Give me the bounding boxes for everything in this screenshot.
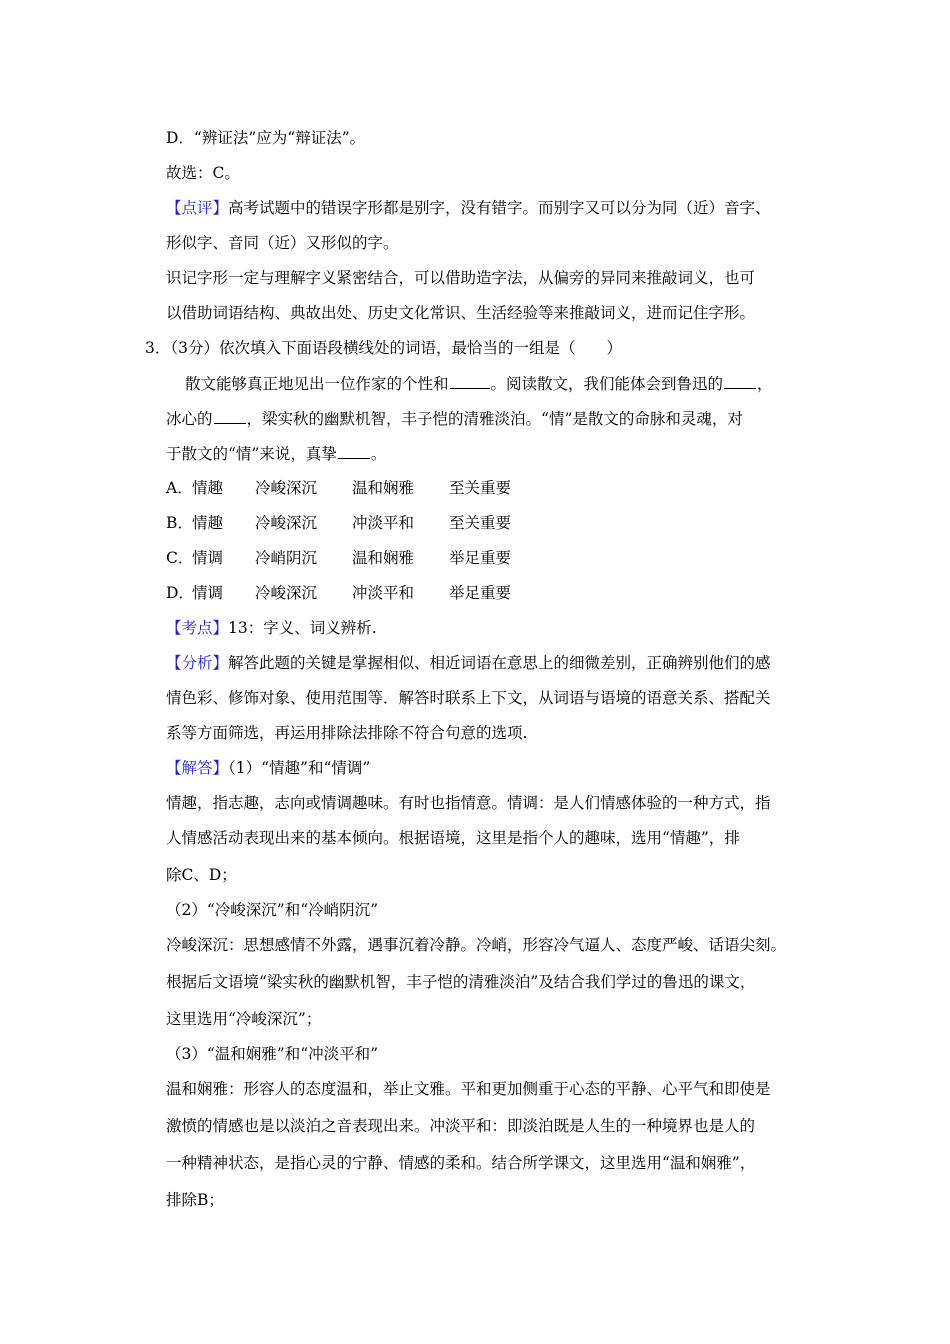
fenxi-tag: 【分析】	[166, 654, 229, 672]
option-word: 至关重要	[449, 514, 512, 532]
option-word: 情趣	[192, 479, 224, 497]
passage-line-3	[166, 442, 386, 464]
option-word: 举足重要	[449, 584, 512, 602]
fenxi-line-3: 系等方面筛选，再运用排除法排除不符合句意的选项.	[166, 724, 528, 742]
jieda-p2-line-2: 根据后文语境“梁实秋的幽默机智，丰子恺的清雅淡泊”及结合我们学过的鲁迅的课文，	[166, 973, 756, 991]
blank-1	[450, 372, 490, 389]
jieda-head-1	[166, 757, 370, 779]
option-key: B．	[166, 514, 193, 532]
passage-line-1	[185, 372, 773, 394]
option-word: 情趣	[192, 514, 224, 532]
option-word: 冷峻深沉	[255, 584, 318, 602]
jieda-head-text: （1）“情趣”和“情调”	[228, 759, 371, 777]
jieda-p3-line-1: 温和娴雅：形容人的态度温和，举止文雅。平和更加侧重于心态的平静、心平气和即使是	[166, 1080, 771, 1098]
question-stem-text: （3分）依次填入下面语段横线处的词语，最恰当的一组是（ ）	[170, 339, 622, 357]
blank-4	[338, 442, 370, 459]
option-d	[166, 582, 511, 604]
option-word: 情调	[192, 549, 224, 567]
option-word: 冲淡平和	[352, 584, 415, 602]
option-word: 温和娴雅	[352, 549, 415, 567]
prev-answer: 故选：C。	[166, 164, 240, 182]
passage-text: ，	[757, 375, 773, 393]
option-a	[166, 477, 511, 499]
option-word: 举足重要	[449, 549, 512, 567]
passage-text: 冰心的	[166, 410, 213, 428]
option-key: C．	[166, 549, 194, 567]
passage-text: ，梁实秋的幽默机智，丰子恺的清雅淡泊。“情”是散文的命脉和灵魂，对	[246, 410, 743, 428]
option-word: 冷峻深沉	[255, 479, 318, 497]
jieda-p1-line-2: 人情感活动表现出来的基本倾向。根据语境，这里是指个人的趣味，选用“情趣”，排	[166, 829, 740, 847]
option-word: 冲淡平和	[352, 514, 415, 532]
jieda-p1-line-3: 除C、D；	[166, 866, 237, 884]
prev-option-d: D．“辨证法”应为“辩证法”。	[166, 129, 366, 147]
comment-tag: 【点评】	[166, 199, 229, 217]
jieda-p3-line-3: 一种精神状态，是指心灵的宁静、情感的柔和。结合所学课文，这里选用“温和娴雅”，	[166, 1154, 756, 1172]
prev-comment-line-2: 形似字、音同（近）又形似的字。	[166, 234, 399, 252]
option-key: A．	[166, 479, 193, 497]
passage-line-2	[166, 407, 743, 429]
passage-text: 。阅读散文，我们能体会到鲁迅的	[490, 375, 724, 393]
jieda-head-2: （2）“冷峻深沉”和“冷峭阴沉”	[166, 901, 379, 919]
comment-text: 高考试题中的错误字形都是别字，没有错字。而别字又可以分为同（近）音字、	[228, 199, 771, 217]
fenxi-text: 解答此题的关键是掌握相似、相近词语在意思上的细微差别，正确辨别他们的感	[228, 654, 771, 672]
prev-comment-line-1	[166, 197, 771, 219]
option-b	[166, 512, 511, 534]
passage-text: 散文能够真正地见出一位作家的个性和	[185, 375, 449, 393]
option-word: 冷峻深沉	[255, 514, 318, 532]
kaodian-tag: 【考点】	[166, 619, 229, 637]
option-key: D．	[166, 584, 194, 602]
passage-text: 于散文的“情”来说，真挚	[166, 445, 337, 463]
blank-3	[214, 407, 246, 424]
fenxi-line-2: 情色彩、修饰对象、使用范围等．解答时联系上下文，从词语与语境的语意关系、搭配关	[166, 689, 771, 707]
option-word: 冷峭阴沉	[255, 549, 318, 567]
prev-comment-line-4: 以借助词语结构、典故出处、历史文化常识、生活经验等来推敲词义，进而记住字形。	[166, 304, 756, 322]
option-word: 至关重要	[449, 479, 512, 497]
option-word: 温和娴雅	[352, 479, 415, 497]
option-c	[166, 547, 511, 569]
passage-text: 。	[370, 445, 387, 463]
jieda-p2-line-3: 这里选用“冷峻深沉”；	[166, 1010, 322, 1028]
jieda-p2-line-1: 冷峻深沉：思想感情不外露，遇事沉着冷静。冷峭，形容冷气逼人、态度严峻、话语尖刻。	[166, 936, 787, 954]
kaodian-line	[166, 617, 377, 639]
kaodian-text: 13：字义、词义辨析.	[228, 619, 377, 637]
jieda-tag: 【解答】	[166, 759, 229, 777]
jieda-p3-line-2: 激愤的情感也是以淡泊之音表现出来。冲淡平和：即淡泊既是人生的一种境界也是人的	[166, 1117, 756, 1135]
jieda-head-3: （3）“温和娴雅”和“冲淡平和”	[166, 1045, 379, 1063]
blank-2	[724, 372, 756, 389]
jieda-p3-line-4: 排除B；	[166, 1191, 224, 1209]
option-word: 情调	[192, 584, 224, 602]
jieda-p1-line-1: 情趣，指志趣，志向或情调趣味。有时也指情意。情调：是人们情感体验的一种方式，指	[166, 794, 771, 812]
question-number: 3．	[145, 339, 171, 357]
question-stem	[145, 337, 622, 359]
prev-comment-line-3: 识记字形一定与理解字义紧密结合，可以借助造字法，从偏旁的异同来推敲词义，也可	[166, 269, 756, 287]
fenxi-line-1	[166, 652, 771, 674]
